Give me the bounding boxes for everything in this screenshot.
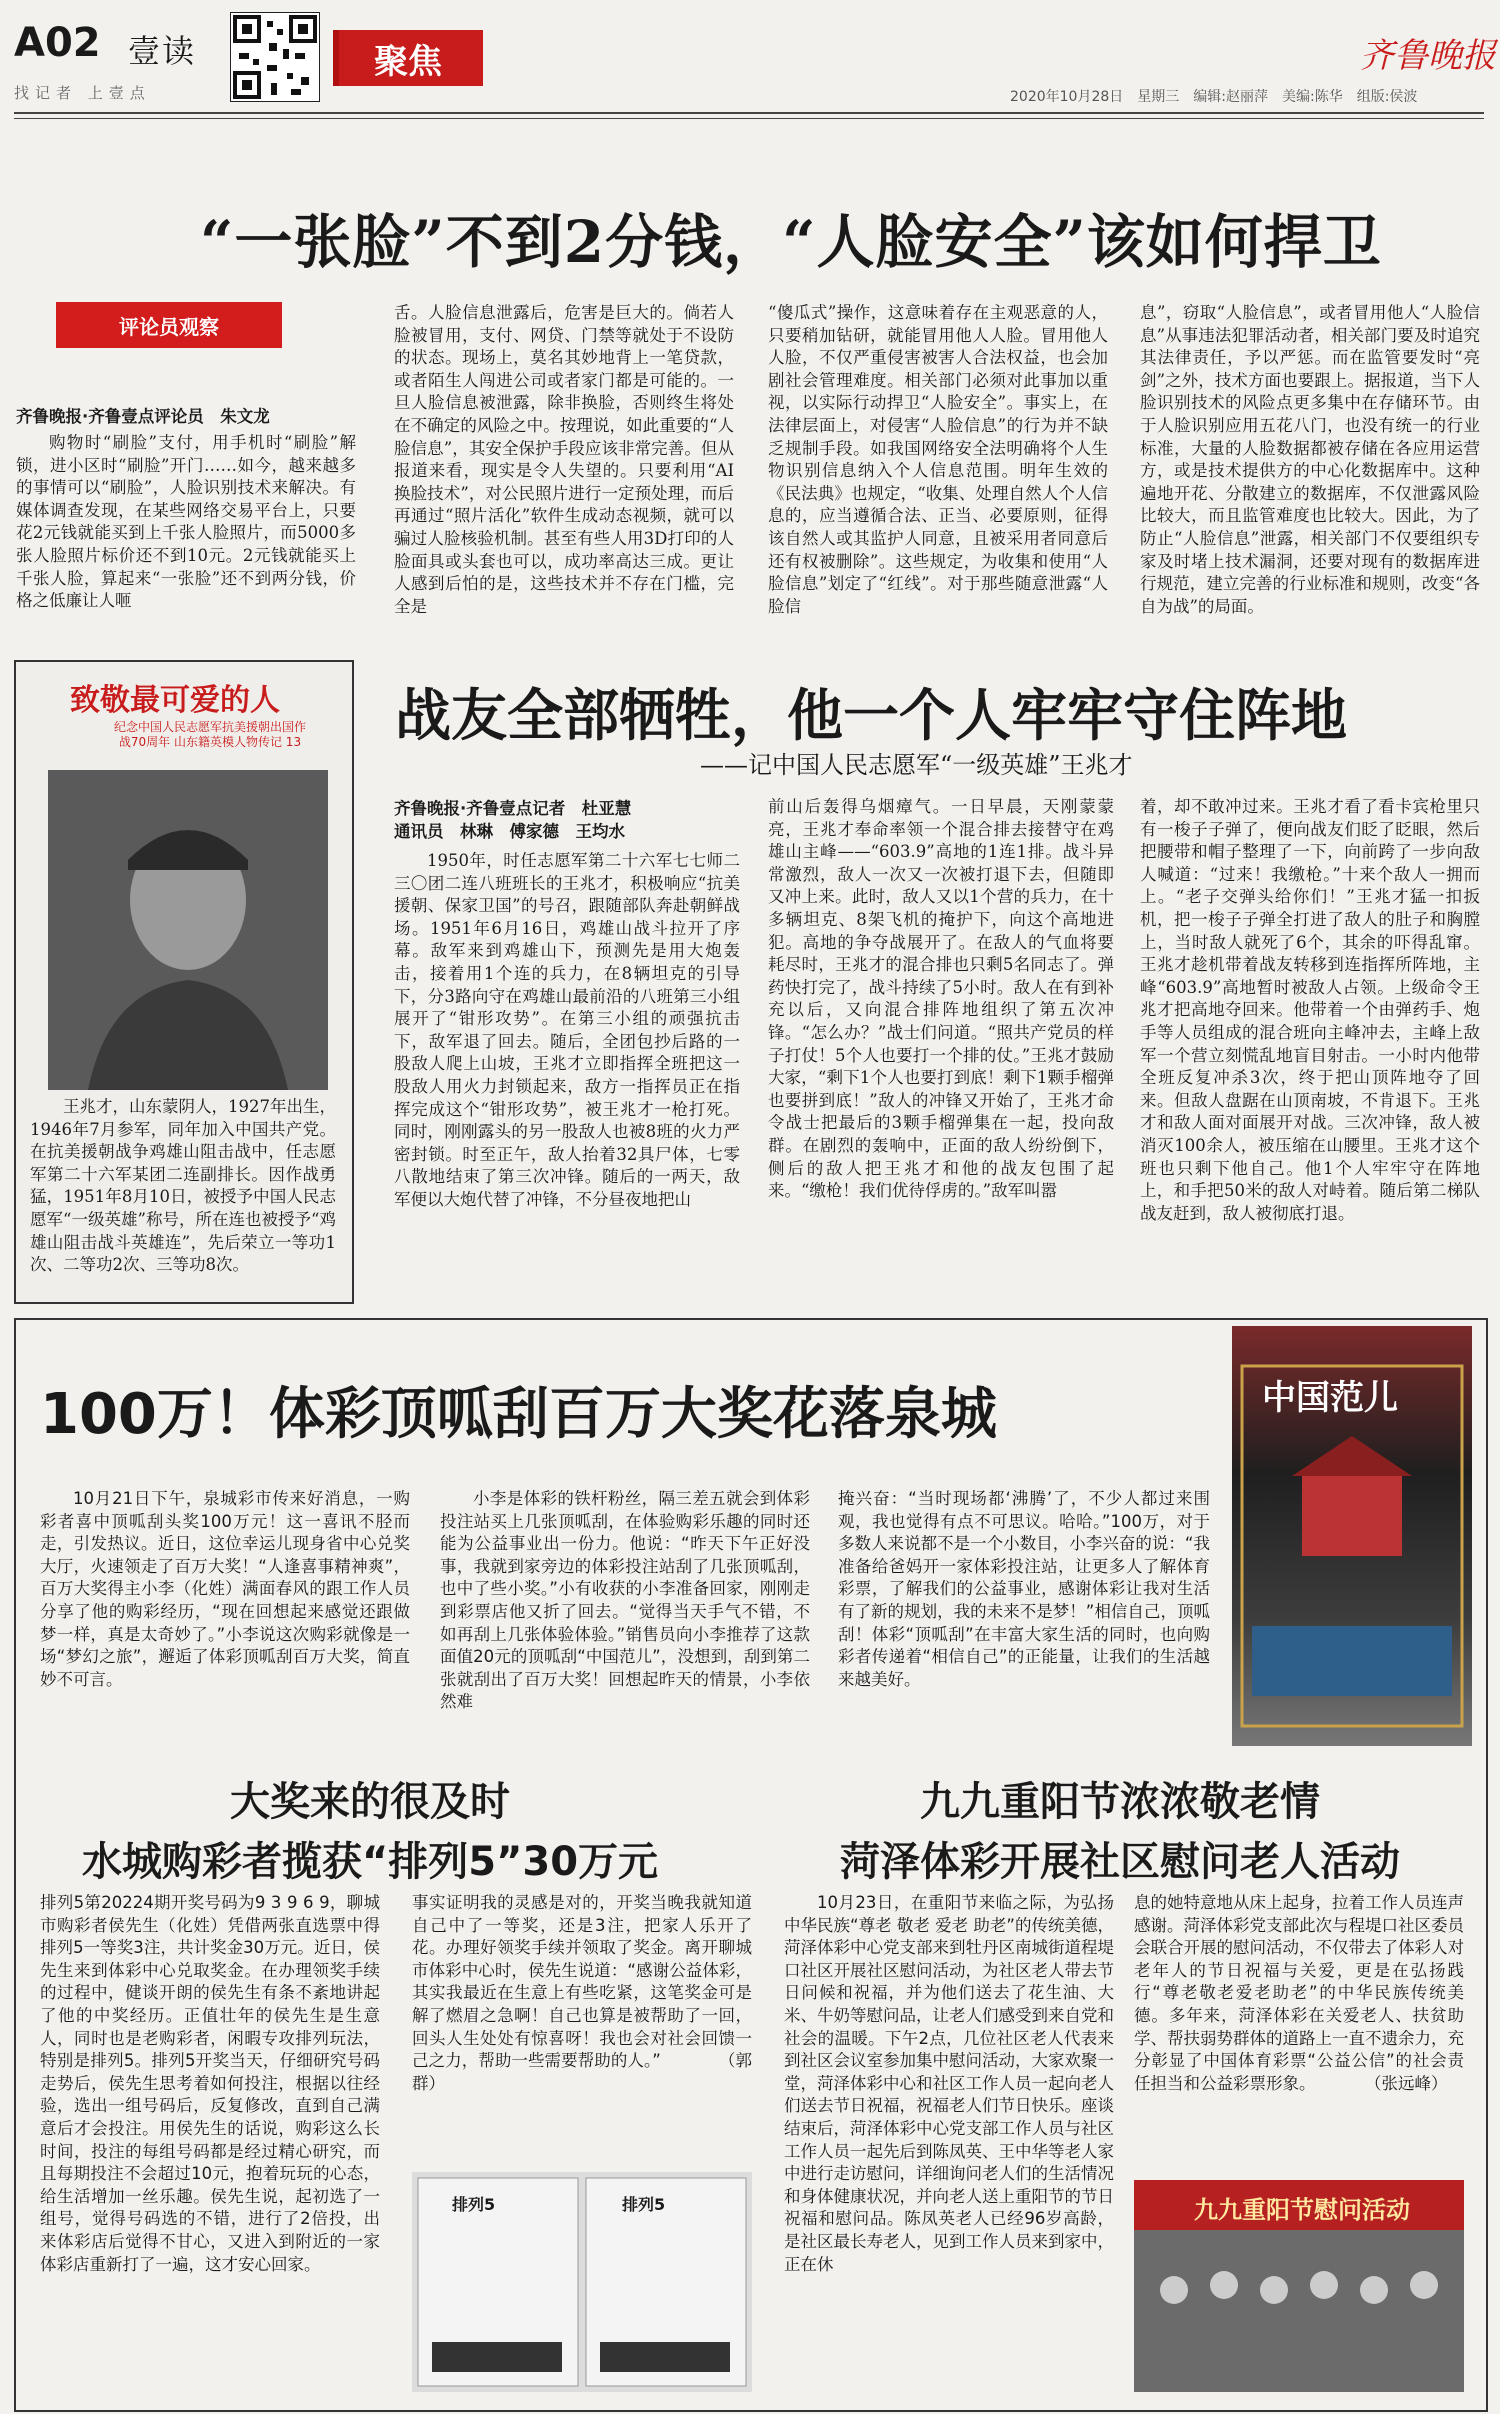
ticket2-label: 排列5 [622, 2195, 666, 2214]
series-subtitle: 纪念中国人民志愿军抗美援朝出国作战70周年 山东籍英模人物传记 13 [113, 720, 306, 749]
article2-column-2: 前山后轰得乌烟瘴气。一日早晨，天刚蒙蒙亮，王兆才奉命率领一个混合排去接替守在鸡雄山主峰——“603.9”高地的1连1排。战斗异常激烈，敌人一次又一次被打退下去，但随即又冲上来。此时，敌人又以1个营的兵力，在十多辆坦克、8架飞机的掩护下，向这个高地进犯。高地的争夺战展开了。在敌人的气血将要耗尽时，王兆才的混合排也只剩5名同志了。弹药快打完了，战斗持续了5小时。敌人在有到补充以后，又向混合排阵地组织了第五次冲锋。“怎么办？”战士们问道。“照共产党员的样子打仗！5个人也要打一个排的仗。”王兆才鼓励大家，“剩下1个人也要打到底！剩下1颗手榴弹也要拼到底！”敌人的冲锋又开始了，王兆才命令战士把最后的3颗手榴弹集在一起，投向敌群。在剧烈的轰响中，正面的敌人纷纷倒下，侧后的敌人把王兆才和他的战友包围了起来。“缴枪！我们优待俘虏的。”敌军叫嚣 [768, 797, 1114, 1201]
section-name: 壹读 [128, 32, 197, 70]
article3-column-3: 掩兴奋：“当时现场都‘沸腾’了，不少人都过来围观，我也觉得有点不可思议。哈哈。”100万，对于多数人来说都不是一个小数目，小李兴奋的说：“我准备给爸妈开一家体彩投注站，让更多人了解体育彩票，了解我们的公益事业，感谢体彩让我对生活有了新的规划，我的未来不是梦！”相信自己，顶呱刮！体彩“顶呱刮”在丰富大家生活的同时，也向购彩者传递着“相信自己”的正能量，让我们的生活越来越美好。 [838, 1489, 1210, 1689]
masthead-rule [14, 112, 1484, 114]
article5-headline-line2: 菏泽体彩开展社区慰问老人活动 [840, 1839, 1400, 1885]
article1-byline: 齐鲁晚报·齐鲁壹点评论员 朱文龙 [16, 407, 270, 426]
masthead-rule-thin [14, 118, 1484, 119]
article1-column-3: “傻瓜式”操作，这意味着存在主观恶意的人，只要稍加钻研，就能冒用他人人脸。冒用他人人脸，不仅严重侵害被害人合法权益，也会加剧社会管理难度。相关部门必须对此事加以重视，以实际行动捍卫“人脸安全”。事实上，在法律层面上，对侵害“人脸信息”的行为并不缺乏规制手段。如我国网络安全法明确将个人生物识别信息纳入个人信息范围。明年生效的《民法典》也规定，“收集、处理自然人个人信息的，应当遵循合法、正当、必要原则，征得该自然人或其监护人同意，且被采用者同意后还有权被删除”。这些规定，为收集和使用“人脸信息”划定了“红线”。对于那些随意泄露“人脸信 [768, 303, 1108, 616]
article2-column-3: 着，却不敢冲过来。王兆才看了看卡宾枪里只有一梭子子弹了，便向战友们眨了眨眼，然后把腰带和帽子整理了一下，向前跨了一步向敌人喊道：“过来！我缴枪。”十来个敌人一拥而上。“老子交弹头给你们！”王兆才猛一扣扳机，把一梭子子弹全打进了敌人的肚子和胸膛上，当时敌人就死了6个，其余的吓得乱窜。王兆才趁机带着战友转移到连指挥所阵地，主峰“603.9”高地暂时被敌人占领。上级命令王兆才把高地夺回来。他带着一个由弹药手、炮手等人员组成的混合班向主峰冲去，主峰上敌军一个营立刻慌乱地盲目射击。一小时内他带全班反复冲杀3次，终于把山顶阵地夺了回来。但敌人盘踞在山顶南坡，不肯退下。王兆才和敌人面对面展开对战。三次冲锋，敌人被消灭100余人，被压缩在山腰里。王兆才这个班也只剩下他自己。他1个人牢牢守在阵地上，和手把50米的敌人对峙着。随后第二梯队战友赶到，敌人被彻底打退。 [1140, 797, 1480, 1223]
poster-title: 中国范儿 [1262, 1378, 1398, 1418]
ticket1-label: 排列5 [452, 2195, 496, 2214]
article1-column-2: 舌。人脸信息泄露后，危害是巨大的。倘若人脸被冒用，支付、网贷、门禁等就处于不设防的状态。现场上，莫名其妙地背上一笔贷款，或者陌生人闯进公司或者家门都是可能的。一旦人脸信息被泄露，除非换脸，否则终生将处在不确定的风险之中。按理说，如此重要的“人脸信息”，其安全保护手段应该非常完善。但从报道来看，现实是令人失望的。只要利用“AI换脸技术”，对公民照片进行一定预处理，而后再通过“照片活化”软件生成动态视频，就可以骗过人脸核验机制。甚至有些人用3D打印的人脸面具或头套也可以，成功率高达三成。更让人感到后怕的是，这些技术并不存在门槛，完全是 [394, 303, 734, 616]
article2-headline: 战友全部牺牲，他一个人牢牢守住阵地 [395, 684, 1347, 749]
article5-column-2: 息的她特意地从床上起身，拉着工作人员连声感谢。菏泽体彩党支部此次与程堤口社区委员会联合开展的慰问活动，不仅带去了体彩人对老年人的节日祝福与关爱，更是在弘扬践行“尊老敬老爱老助老”的中华民族传统美德。多年来，菏泽体彩在关爱老人、扶贫助学、帮扶弱势群体的道路上一直不遗余力，充分彰显了中国体育彩票“公益公信”的社会责任担当和公益彩票形象。 （张远峰） [1134, 1893, 1464, 2093]
column-badge: 评论员观察 [56, 302, 282, 348]
article3-column-1: 10月21日下午，泉城彩市传来好消息，一购彩者喜中顶呱刮头奖100万元！这一喜讯不胫而走，引发热议。近日，这位幸运儿现身省中心兑奖大厅，火速领走了百万大奖！“人逢喜事精神爽”，百万大奖得主小李（化姓）满面春风的跟工作人员分享了他的购彩经历，“现在回想起来感觉还跟做梦一样，真是太奇妙了。”小李说这次购彩就像是一场“梦幻之旅”，邂逅了体彩顶呱刮百万大奖，简直妙不可言。 [40, 1489, 410, 1689]
article3-column-2: 小李是体彩的铁杆粉丝，隔三差五就会到体彩投注站买上几张顶呱刮，在体验购彩乐趣的同时还能为公益事业出一份力。他说：“昨天下午正好没事，我就到家旁边的体彩投注站刮了几张顶呱刮，也中了些小奖。”小有收获的小李准备回家，刚刚走到彩票店他又折了回去。“觉得当天手气不错，不如再刮上几张体验体验。”销售员向小李推荐了这款面值20元的顶呱刮“中国范儿”，没想到，刮到第二张就刮出了百万大奖！回想起昨天的情景，小李依然难 [440, 1489, 810, 1712]
article1-column-4: 息”，窃取“人脸信息”，或者冒用他人“人脸信息”从事违法犯罪活动者，相关部门要及时追究其法律责任，予以严惩。而在监管要发时“亮剑”之外，技术方面也要跟上。据报道，当下人脸识别技术的风险点更多集中在存储环节。由于人脸识别应用五花八门，也没有统一的行业标准，大量的人脸数据都被存储在各应用运营方，或是技术提供方的中心化数据库中。这种遍地开花、分散建立的数据库，不仅泄露风险比较大，而且监管难度也比较大。因此，为了防止“人脸信息”泄露，相关部门不仅要组织专家及时堵上技术漏洞，还要对现有的数据库进行规范，建立完善的行业标准和规则，改变“各自为战”的局面。 [1140, 303, 1480, 616]
photo-caption: 王兆才，山东蒙阴人，1927年出生，1946年7月参军，同年加入中国共产党。在抗美援朝战争鸡雄山阻击战中，任志愿军第二十六军某团二连副排长。因作战勇猛，1951年8月10日，被授予中国人民志愿军“一级英雄”称号，所在连也被授予“鸡雄山阻击战斗英雄连”，先后荣立一等功1次、二等功2次、三等功8次。 [30, 1097, 336, 1275]
newspaper-logo: 齐鲁晚报 [1360, 36, 1496, 76]
article4-column-1: 排列5第20224期开奖号码为9 3 9 6 9，聊城市购彩者侯先生（化姓）凭借两张直选票中得排列5一等奖3注，共计奖金30万元。近日，侯先生来到体彩中心兑取奖金。在办理领奖手续的过程中，健谈开朗的侯先生有条不紊地讲起了他的中奖经历。正值壮年的侯先生是生意人，同时也是老购彩者，闲暇专攻排列玩法，特别是排列5。排列5开奖当天，仔细研究号码走势后，侯先生思考着如何投注，根据以往经验，选出一组号码后，反复修改，直到自己满意后才会投注。用侯先生的话说，购彩这么长时间，投注的每组号码都是经过精心研究，而且每期投注不会超过10元，抱着玩玩的心态，给生活增加一丝乐趣。侯先生说，起初选了一组号，觉得号码选的不错，进行了2倍投，出来体彩店后觉得不甘心，又进入到附近的一家体彩店重新打了一遍，这才安心回家。 [40, 1893, 380, 2274]
series-title: 致敬最可爱的人 [70, 683, 280, 718]
tag-accent [333, 30, 339, 86]
article4-headline-line1: 大奖来的很及时 [230, 1779, 510, 1825]
article3-headline: 100万！体彩顶呱刮百万大奖花落泉城 [40, 1382, 997, 1447]
slogan: 找记者 上壹点 [14, 84, 151, 102]
article1-headline: “一张脸”不到2分钱，“人脸安全”该如何捍卫 [200, 208, 1382, 276]
article1-column-1: 购物时“刷脸”支付，用手机时“刷脸”解锁，进小区时“刷脸”开门……如今，越来越多的事情可以“刷脸”，人脸识别技术来解决。有媒体调查发现，在某些网络交易平台上，只要花2元钱就能买到上千张人脸照片，而5000多张人脸照片标价还不到10元。2元钱就能买上千张人脸，算起来“一张脸”还不到两分钱，价格之低廉让人咂 [16, 433, 356, 611]
article2-subhead: ——记中国人民志愿军“一级英雄”王兆才 [700, 751, 1133, 779]
article4-column-2: 事实证明我的灵感是对的，开奖当晚我就知道自己中了一等奖，还是3注，把家人乐开了花。办理好领奖手续并领取了奖金。离开聊城市体彩中心时，侯先生说道：“感谢公益体彩，其实我最近在生意上有些吃紧，这笔奖金可是解了燃眉之急啊！自己也算是被帮助了一回，回头人生处处有惊喜呀！我也会对社会回馈一己之力，帮助一些需要帮助的人。” （郭群） [412, 1893, 752, 2093]
article2-byline-2: 通讯员 林琳 傅家德 王均水 [394, 822, 625, 841]
issue-meta: 2020年10月28日 星期三 编辑:赵丽萍 美编:陈华 组版:侯波 [1010, 89, 1418, 105]
article5-column-1: 10月23日，在重阳节来临之际，为弘扬中华民族“尊老 敬老 爱老 助老”的传统美德，菏泽体彩中心党支部来到牡丹区南城街道程堤口社区开展社区慰问活动，为社区老人带去节日问候和祝福，并为他们送去了花生油、大米、牛奶等慰问品，让老人们感受到来自党和社会的温暖。下午2点，几位社区老人代表来到社区会议室参加集中慰问活动，大家欢聚一堂，菏泽体彩中心和社区工作人员一起向老人们送去节日祝福，祝福老人们节日快乐。座谈结束后，菏泽体彩中心党支部工作人员与社区工作人员一起先后到陈凤英、王中华等老人家中进行走访慰问，详细询问老人们的生活情况和身体健康状况，并向老人送上重阳节的节日祝福和慰问品。陈凤英老人已经96岁高龄，是社区最长寿老人，见到工作人员来到家中，正在休 [784, 1893, 1114, 2274]
lottery-tickets-photo [412, 2172, 752, 2392]
page-number: A02 [14, 20, 101, 66]
article4-headline-line2: 水城购彩者揽获“排列5”30万元 [81, 1839, 659, 1885]
article5-headline-line1: 九九重阳节浓浓敬老情 [920, 1779, 1320, 1825]
section-tag: 聚焦 [333, 30, 483, 86]
photo-banner-text: 九九重阳节慰问活动 [1194, 2196, 1410, 2224]
qr-code-icon [230, 12, 320, 102]
event-group-photo [1134, 2180, 1464, 2392]
article2-byline-1: 齐鲁晚报·齐鲁壹点记者 杜亚慧 [394, 799, 632, 818]
portrait-photo [48, 770, 328, 1090]
article2-column-1: 1950年，时任志愿军第二十六军七七师二三〇团二连八班班长的王兆才，积极响应“抗美援朝、保家卫国”的号召，跟随部队奔赴朝鲜战场。1951年6月16日，鸡雄山战斗拉开了序幕。敌军来到鸡雄山下，预测先是用大炮轰击，接着用1个连的兵力，在8辆坦克的引导下，分3路向守在鸡雄山最前沿的八班第三小组展开了“钳形攻势”。在第三小组的顽强抗击下，敌军退了回去。随后，全团包抄后路的一股敌人爬上山坡，王兆才立即指挥全班把这一股敌人用火力封锁起来，敌方一指挥员正在指挥完成这个“钳形攻势”，被王兆才一枪打死。同时，刚刚露头的另一股敌人也被8班的火力严密封锁。时至正午，敌人抬着32具尸体，七零八散地结束了第三次冲锋。随后的一两天，敌军便以大炮代替了冲锋，不分昼夜地把山 [394, 851, 740, 1209]
